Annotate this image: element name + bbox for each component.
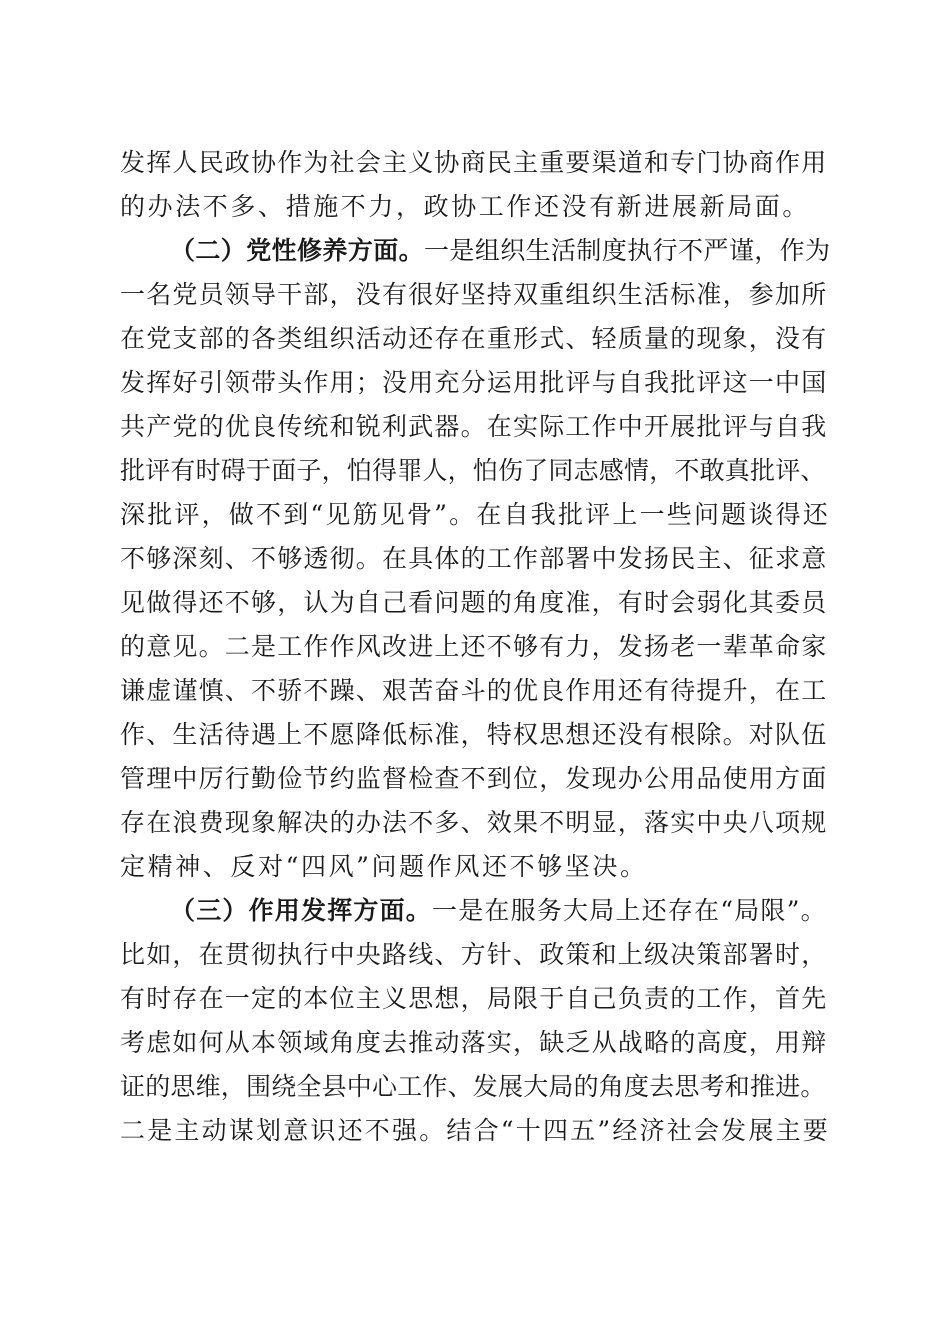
text-line <box>120 935 830 975</box>
paragraph-2-first-line <box>170 231 830 271</box>
text-line <box>120 847 830 887</box>
text-line <box>120 275 830 315</box>
text-line <box>120 1067 830 1107</box>
line-text: 谦虚谨慎、不骄不躁、艰苦奋斗的优良作用还有待提升，在工 <box>120 676 828 705</box>
line-text: 比如，在贯彻执行中央路线、方针、政策和上级决策部署时， <box>120 940 828 969</box>
section-heading-role-play: （三）作用发挥方面。 <box>170 896 433 925</box>
line-text: 一名党员领导干部，没有很好坚持双重组织生活标准，参加所 <box>120 280 828 309</box>
text-line <box>120 583 830 623</box>
text-line <box>120 715 830 755</box>
text-line <box>120 759 830 799</box>
text-line <box>120 495 830 535</box>
line-text: 批评有时碍于面子，怕得罪人，怕伤了同志感情，不敢真批评、 <box>120 456 826 485</box>
line-text: 考虑如何从本领域角度去推动落实，缺乏从战略的高度，用辩 <box>120 1028 828 1057</box>
line-text: 在党支部的各类组织活动还存在重形式、轻质量的现象，没有 <box>120 324 828 353</box>
line-text: 的意见。二是工作作风改进上还不够有力，发扬老一辈革命家 <box>120 632 828 661</box>
line-text: 定精神、反对“四风”问题作风还不够坚决。 <box>120 852 648 881</box>
line-text: 管理中厉行勤俭节约监督检查不到位，发现办公用品使用方面 <box>120 764 828 793</box>
paragraph-3-first-line <box>170 891 830 931</box>
line-text: 有时存在一定的本位主义思想，局限于自己负责的工作，首先 <box>120 984 828 1013</box>
text-line <box>120 539 830 579</box>
line-text: 一是组织生活制度执行不严谨，作为 <box>424 236 831 265</box>
line-text: 发挥好引领带头作用；没用充分运用批评与自我批评这一中国 <box>120 368 828 397</box>
line-text: 不够深刻、不够透彻。在具体的工作部署中发扬民主、征求意 <box>120 544 828 573</box>
text-line <box>120 803 830 843</box>
line-text: 的办法不多、措施不力，政协工作还没有新进展新局面。 <box>120 192 811 221</box>
text-line <box>120 1023 830 1063</box>
line-text: 一是在服务大局上还存在“局限”。 <box>432 896 827 925</box>
text-line <box>120 627 830 667</box>
text-line <box>120 187 830 227</box>
line-text: 共产党的优良传统和锐利武器。在实际工作中开展批评与自我 <box>120 412 828 441</box>
line-text: 深批评，做不到“见筋见骨”。在自我批评上一些问题谈得还 <box>120 500 830 529</box>
line-text: 二是主动谋划意识还不强。结合“十四五”经济社会发展主要 <box>120 1116 830 1145</box>
text-line <box>120 979 830 1019</box>
text-line <box>120 363 830 403</box>
line-text: 作、生活待遇上不愿降低标准，特权思想还没有根除。对队伍 <box>120 720 828 749</box>
text-line <box>120 407 830 447</box>
text-line <box>120 143 830 183</box>
text-line <box>120 451 830 491</box>
line-text: 见做得还不够，认为自己看问题的角度准，有时会弱化其委员 <box>120 588 828 617</box>
line-text: 发挥人民政协作为社会主义协商民主重要渠道和专门协商作用 <box>120 148 828 177</box>
text-line <box>120 319 830 359</box>
section-heading-party-spirit: （二）党性修养方面。 <box>170 236 425 265</box>
text-line <box>120 1111 830 1151</box>
line-text: 证的思维，围绕全县中心工作、发展大局的角度去思考和推进。 <box>120 1072 826 1101</box>
text-line <box>120 671 830 711</box>
line-text: 存在浪费现象解决的办法不多、效果不明显，落实中央八项规 <box>120 808 828 837</box>
